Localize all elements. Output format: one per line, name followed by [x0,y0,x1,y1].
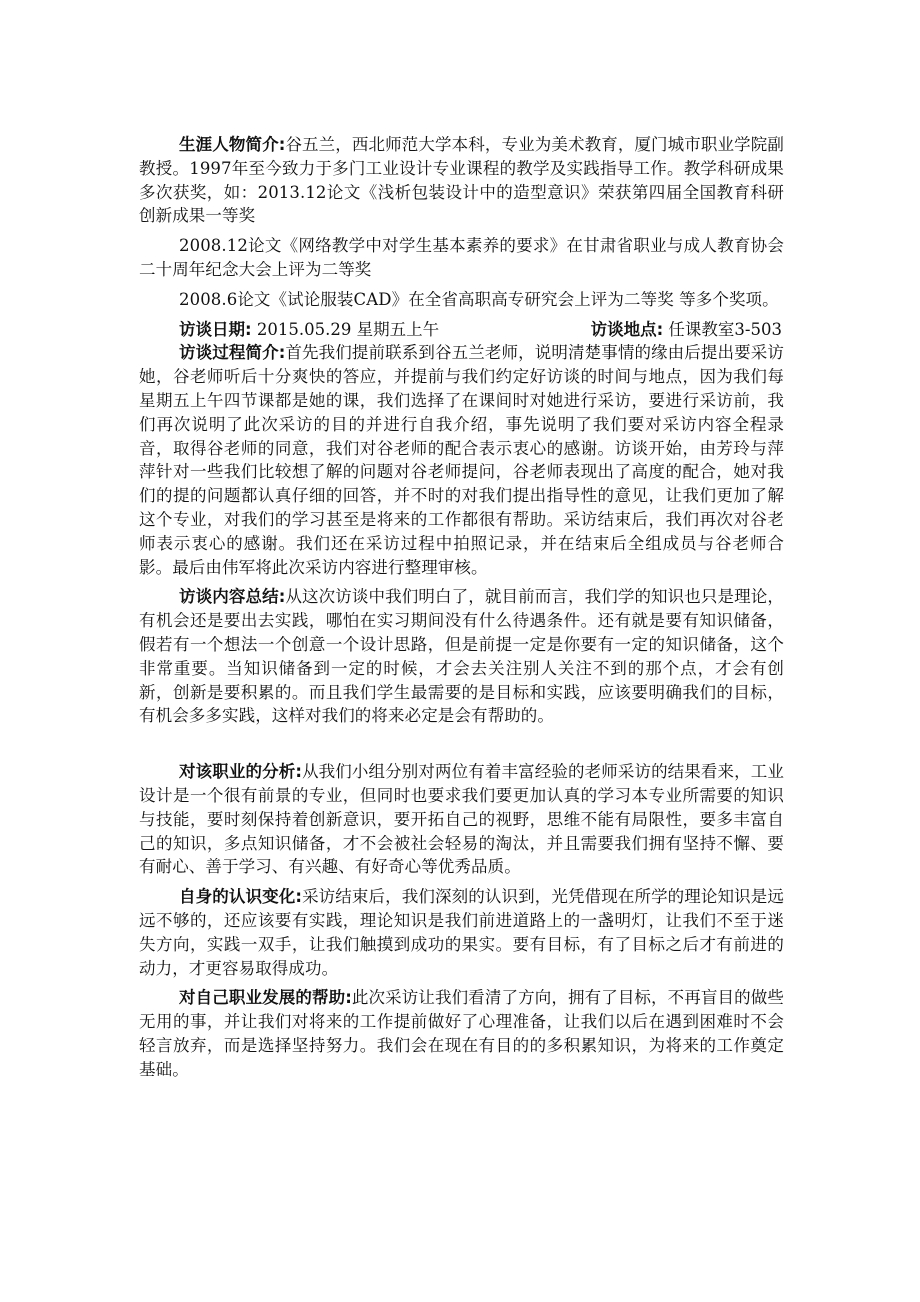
interview-date [179,318,439,342]
process-label: 访谈过程简介: [179,343,286,363]
award-2-paragraph: 2008.12论文《网络教学中对学生基本素养的要求》在甘肃省职业与成人教育协会二十周年纪念大会上评为二等奖 [139,236,784,279]
interview-place-label: 访谈地点: [590,319,664,339]
career-help-text: 此次采访让我们看清了方向，拥有了目标，不再盲目的做些无用的事，并让我们对将来的工作提前做好了心理准备，让我们以后在遇到困难时不会轻言放弃，而是选择坚持努力。我们会在现在有目的的多积累知识，为将来的工作奠定基础。 [139,988,784,1079]
self-change-paragraph [139,885,784,980]
career-profile-text: 谷五兰，西北师范大学本科，专业为美术教育，厦门城市职业学院副教授。1997年至今致力于多门工业设计专业课程的教学及实践指导工作。教学科研成果多次获奖，如：2013.12论文《浅析包装设计中的造型意识》荣获第四届全国教育科研创新成果一等奖 [139,135,784,226]
blank-line [139,734,784,760]
self-change-text: 采访结束后，我们深刻的认识到，光凭借现在所学的理论知识是远远不够的，还应该要有实践，理论知识是我们前进道路上的一盏明灯，让我们不至于迷失方向，实践一双手，让我们触摸到成功的果实。要有目标，有了目标之后才有前进的动力，才更容易取得成功。 [139,887,785,978]
summary-paragraph [139,585,784,728]
document-page [139,133,784,1087]
process-text: 首先我们提前联系到谷五兰老师，说明清楚事情的缘由后提出要采访她，谷老师听后十分爽快的答应，并提前与我们约定好访谈的时间与地点，因为我们每星期五上午四节课都是她的课，我们选择了在课间时对她进行采访，要进行采访前，我们再次说明了此次采访的目的并进行自我介绍，事先说明了我们要对采访内容全程录音，取得谷老师的同意，我们对谷老师的配合表示衷心的感谢。访谈开始，由芳玲与萍萍针对一些我们比较想了解的问题对谷老师提问，谷老师表现出了高度的配合，她对我们的提的问题都认真仔细的回答，并不时的对我们提出指导性的意见，让我们更加了解这个专业，对我们的学习甚至是将来的工作都很有帮助。采访结束后，我们再次对谷老师表示衷心的感谢。我们还在采访过程中拍照记录，并在结束后全组成员与谷老师合影。最后由伟军将此次采访内容进行整理审核。 [139,343,784,577]
interview-place [591,318,784,342]
process-paragraph [139,341,784,579]
interview-info-row [139,318,784,342]
career-profile-paragraph [139,133,784,228]
self-change-label: 自身的认识变化: [179,887,303,907]
interview-date-label: 访谈日期: [179,319,252,339]
interview-place-value: 任课教室3-503 [663,319,782,339]
award-3-paragraph: 2008.6论文《试论服装CAD》在全省高职高专研究会上评为二等奖 等多个奖项。 [179,289,779,309]
analysis-text: 从我们小组分别对两位有着丰富经验的老师采访的结果看来，工业设计是一个很有前景的专业，但同时也要求我们要更加认真的学习本专业所需要的知识与技能，要时刻保持着创新意识，要开拓自己的视野，思维不能有局限性，要多丰富自己的知识，多点知识储备，才不会被社会轻易的淘汰，并且需要我们拥有坚持不懈、要有耐心、善于学习、有兴趣、有好奇心等优秀品质。 [139,762,785,877]
career-help-paragraph [139,986,784,1081]
career-help-label: 对自己职业发展的帮助: [179,988,352,1008]
analysis-paragraph [139,760,784,879]
career-profile-label: 生涯人物简介: [179,135,286,154]
summary-text: 从这次访谈中我们明白了，就目前而言，我们学的知识也只是理论，有机会还是要出去实践，哪怕在实习期间没有什么待遇条件。还有就是要有知识储备，假若有一个想法一个创意一个设计思路，但是前提一定是你要有一定的知识储备，这个非常重要。当知识储备到一定的时候，才会去关注别人关注不到的那个点，才会有创新，创新是要积累的。而且我们学生最需要的是目标和实践，应该要明确我们的目标，有机会多多实践，这样对我们的将来必定是会有帮助的。 [139,587,784,726]
summary-label: 访谈内容总结: [179,587,286,607]
analysis-label: 对该职业的分析: [179,762,303,782]
interview-date-value: 2015.05.29 星期五上午 [251,319,440,339]
